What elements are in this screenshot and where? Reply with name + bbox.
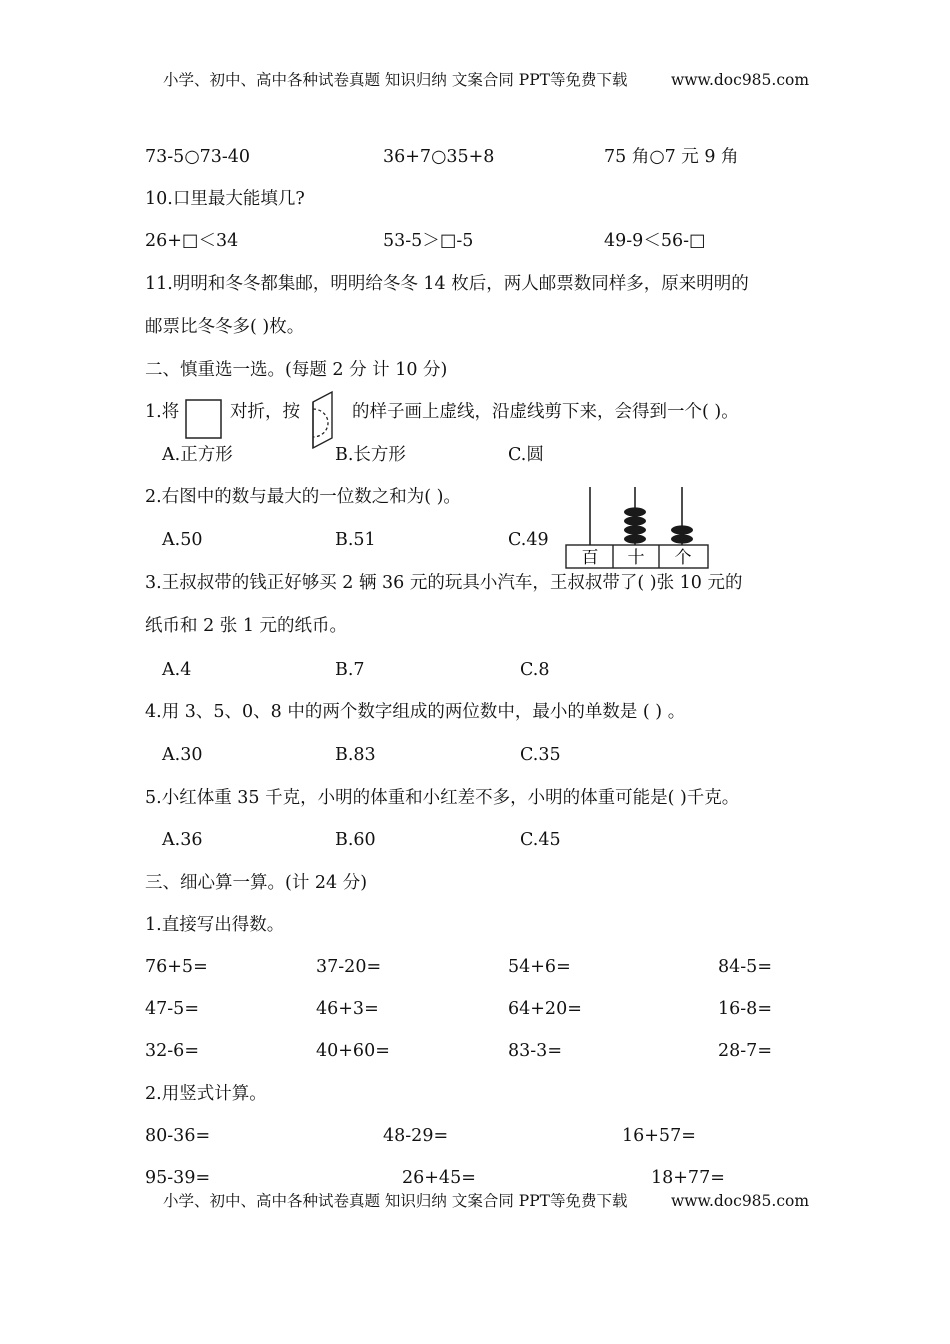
q9-item-c: 75 角○7 元 9 角 xyxy=(604,147,739,167)
calc1-cell: 76+5= xyxy=(145,957,208,977)
s2q4-option-c: C.35 xyxy=(520,745,561,765)
s2q1-option-b: B.长方形 xyxy=(335,445,406,465)
page-header-url: www.doc985.com xyxy=(671,71,810,89)
s2q2-option-a: A.50 xyxy=(162,530,203,550)
page-footer: 小学、初中、高中各种试卷真题 知识归纳 文案合同 PPT等免费下载 xyxy=(163,1192,628,1210)
calc1-cell: 32-6= xyxy=(145,1041,199,1061)
page-header: 小学、初中、高中各种试卷真题 知识归纳 文案合同 PPT等免费下载 xyxy=(163,71,628,89)
s2q1-text-2: 对折，按 xyxy=(230,402,300,422)
calc1-cell: 54+6= xyxy=(508,957,571,977)
abacus-figure xyxy=(562,484,712,570)
s2q5-option-c: C.45 xyxy=(520,830,561,850)
q10-item-a: 26+□＜34 xyxy=(145,231,239,251)
page-footer-url: www.doc985.com xyxy=(671,1192,810,1210)
section-3-title: 三、细心算一算。(计 24 分) xyxy=(145,873,368,893)
s2q2-option-b: B.51 xyxy=(335,530,376,550)
abacus-label-tens: 十 xyxy=(627,548,645,568)
calc1-cell: 64+20= xyxy=(508,999,582,1019)
calc1-cell: 16-8= xyxy=(718,999,772,1019)
s2q5-option-a: A.36 xyxy=(162,830,203,850)
q11-line-2: 邮票比冬冬多( )枚。 xyxy=(145,317,305,337)
abacus-label-hundreds: 百 xyxy=(581,548,599,568)
abacus-bead xyxy=(624,525,646,534)
calc1-title: 1.直接写出得数。 xyxy=(145,915,285,935)
abacus-bead xyxy=(624,516,646,525)
s2q2-option-c: C.49 xyxy=(508,530,549,550)
s2q4-option-a: A.30 xyxy=(162,745,203,765)
abacus-bead xyxy=(671,534,693,543)
s2q4-text: 4.用 3、5、0、8 中的两个数字组成的两位数中，最小的单数是 ( ) 。 xyxy=(145,702,686,722)
s2q1-option-a: A.正方形 xyxy=(162,445,233,465)
calc2-title: 2.用竖式计算。 xyxy=(145,1084,267,1104)
q10-item-c: 49-9＜56-□ xyxy=(604,231,706,251)
s2q5-option-b: B.60 xyxy=(335,830,376,850)
s2q1-option-c: C.圆 xyxy=(508,445,544,465)
calc1-cell: 83-3= xyxy=(508,1041,562,1061)
s2q3-option-a: A.4 xyxy=(162,660,192,680)
s2q3-option-b: B.7 xyxy=(335,660,365,680)
s2q3-line-1: 3.王叔叔带的钱正好够买 2 辆 36 元的玩具小汽车，王叔叔带了( )张 10 元的 xyxy=(145,573,743,593)
q10-item-b: 53-5＞□-5 xyxy=(383,231,474,251)
q9-item-b: 36+7○35+8 xyxy=(383,147,495,167)
calc1-cell: 37-20= xyxy=(316,957,382,977)
s2q2-text: 2.右图中的数与最大的一位数之和为( )。 xyxy=(145,487,461,507)
square-figure xyxy=(185,399,223,441)
calc1-cell: 28-7= xyxy=(718,1041,772,1061)
s2q1-text-3: 的样子画上虚线，沿虚线剪下来，会得到一个( )。 xyxy=(352,402,739,422)
calc2-cell: 48-29= xyxy=(383,1126,449,1146)
s2q3-line-2: 纸币和 2 张 1 元的纸币。 xyxy=(145,616,348,636)
s2q4-option-b: B.83 xyxy=(335,745,376,765)
abacus-bead xyxy=(624,507,646,516)
section-2-title: 二、慎重选一选。(每题 2 分 计 10 分) xyxy=(145,360,448,380)
calc2-cell: 26+45= xyxy=(402,1168,476,1188)
calc2-cell: 80-36= xyxy=(145,1126,211,1146)
calc1-cell: 84-5= xyxy=(718,957,772,977)
calc1-cell: 40+60= xyxy=(316,1041,390,1061)
calc2-cell: 95-39= xyxy=(145,1168,211,1188)
abacus-bead xyxy=(624,534,646,543)
q11-line-1: 11.明明和冬冬都集邮，明明给冬冬 14 枚后，两人邮票数同样多，原来明明的 xyxy=(145,274,749,294)
calc1-cell: 47-5= xyxy=(145,999,199,1019)
s2q3-option-c: C.8 xyxy=(520,660,550,680)
s2q5-text: 5.小红体重 35 千克，小明的体重和小红差不多，小明的体重可能是( )千克。 xyxy=(145,788,740,808)
calc2-cell: 18+77= xyxy=(651,1168,725,1188)
s2q1-text-1: 1.将 xyxy=(145,402,180,422)
q9-item-a: 73-5○73-40 xyxy=(145,147,251,167)
calc2-cell: 16+57= xyxy=(622,1126,696,1146)
q10-title: 10.口里最大能填几? xyxy=(145,189,305,209)
abacus-bead xyxy=(671,525,693,534)
abacus-label-ones: 个 xyxy=(674,548,692,568)
calc1-cell: 46+3= xyxy=(316,999,379,1019)
